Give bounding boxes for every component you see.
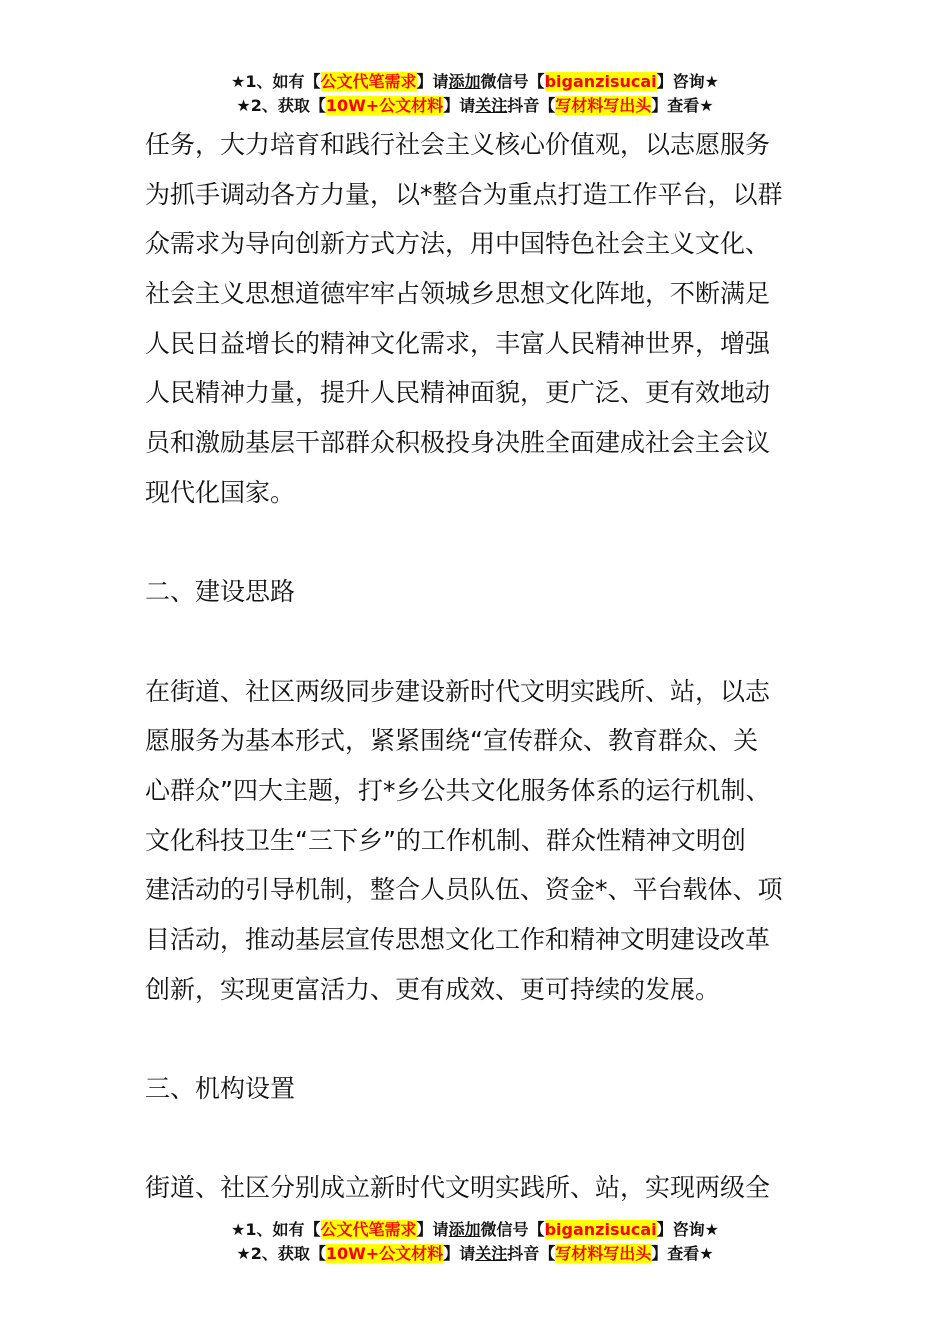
bottom-banner xyxy=(0,1218,950,1266)
banner-text: 抖音【 xyxy=(507,1244,556,1263)
text-line: 在街道、社区两级同步建设新时代文明实践所、站，以志 xyxy=(145,676,771,706)
banner-text: 】请 xyxy=(416,1220,449,1239)
text-line: 心群众”四大主题，打*乡公共文化服务体系的运行机制、 xyxy=(145,775,771,805)
blank-line xyxy=(145,617,815,667)
banner-text: 】请 xyxy=(416,72,449,91)
banner-text: 】咨询★ xyxy=(656,72,719,91)
blank-line xyxy=(145,1114,815,1164)
highlight-wechat-id: biganzisucai xyxy=(544,1220,657,1239)
highlight-materials: 10W+公文材料 xyxy=(325,96,444,115)
banner-text: ★2、获取【 xyxy=(236,1244,326,1263)
banner-line-1 xyxy=(0,1218,950,1242)
underlined-text: 关注 xyxy=(475,96,508,115)
banner-text: ★1、如有【 xyxy=(231,1220,321,1239)
banner-text: 】查看★ xyxy=(651,1244,714,1263)
top-banner xyxy=(0,70,950,118)
banner-text: 】咨询★ xyxy=(656,1220,719,1239)
banner-text: 抖音【 xyxy=(507,96,556,115)
paragraph-3 xyxy=(145,1163,815,1213)
text-line: 建活动的引导机制，整合人员队伍、资金*、平台载体、项 xyxy=(145,875,783,905)
banner-text: 微信号【 xyxy=(480,72,545,91)
highlight-douyin-account: 写材料写出头 xyxy=(555,1244,652,1263)
banner-text: 】查看★ xyxy=(651,96,714,115)
section-heading-3: 三、机构设置 xyxy=(145,1074,296,1104)
text-line: 任务，大力培育和践行社会主义核心价值观，以志愿服务 xyxy=(145,130,771,159)
highlight-wechat-id: biganzisucai xyxy=(544,72,657,91)
highlight-douyin-account: 写材料写出头 xyxy=(555,96,652,115)
text-line: 社会主义思想道德牢牢占领城乡思想文化阵地，不断满足 xyxy=(145,279,771,309)
text-line: 人民精神力量，提升人民精神面貌，更广泛、更有效地动 xyxy=(145,378,771,408)
text-line: 创新，实现更富活力、更有成效、更可持续的发展。 xyxy=(145,974,721,1004)
banner-text: ★2、获取【 xyxy=(236,96,326,115)
text-line: 目活动，推动基层宣传思想文化工作和精神文明建设改革 xyxy=(145,925,771,954)
blank-line xyxy=(145,1014,815,1064)
underlined-text: 添加 xyxy=(448,1220,481,1239)
text-line: 文化科技卫生“三下乡”的工作机制、群众性精神文明创 xyxy=(145,825,746,855)
section-heading-2: 二、建设思路 xyxy=(145,577,296,607)
highlight-service: 公文代笔需求 xyxy=(320,1220,417,1239)
text-line: 员和激励基层干部群众积极投身决胜全面建成社会主会议 xyxy=(145,428,771,458)
banner-text: 微信号【 xyxy=(480,1220,545,1239)
banner-line-1 xyxy=(0,70,950,94)
banner-text: 】请 xyxy=(443,1244,476,1263)
text-line: 街道、社区分别成立新时代文明实践所、站，实现两级全 xyxy=(145,1173,771,1203)
banner-line-2 xyxy=(0,1242,950,1266)
underlined-text: 关注 xyxy=(475,1244,508,1263)
text-line: 人民日益增长的精神文化需求，丰富人民精神世界，增强 xyxy=(145,328,771,358)
text-line: 为抓手调动各方力量，以*整合为重点打造工作平台，以群 xyxy=(145,179,783,209)
banner-text: 】请 xyxy=(443,96,476,115)
text-line: 现代化国家。 xyxy=(145,477,296,507)
highlight-materials: 10W+公文材料 xyxy=(325,1244,444,1263)
paragraph-1 xyxy=(145,120,815,518)
banner-line-2 xyxy=(0,94,950,118)
text-line: 众需求为导向创新方式方法，用中国特色社会主义文化、 xyxy=(145,229,771,259)
paragraph-2 xyxy=(145,667,815,1015)
banner-text: ★1、如有【 xyxy=(231,72,321,91)
underlined-text: 添加 xyxy=(448,72,481,91)
document-body xyxy=(145,120,815,1213)
text-line: 愿服务为基本形式，紧紧围绕“宣传群众、教育群众、关 xyxy=(145,726,758,756)
blank-line xyxy=(145,518,815,568)
highlight-service: 公文代笔需求 xyxy=(320,72,417,91)
